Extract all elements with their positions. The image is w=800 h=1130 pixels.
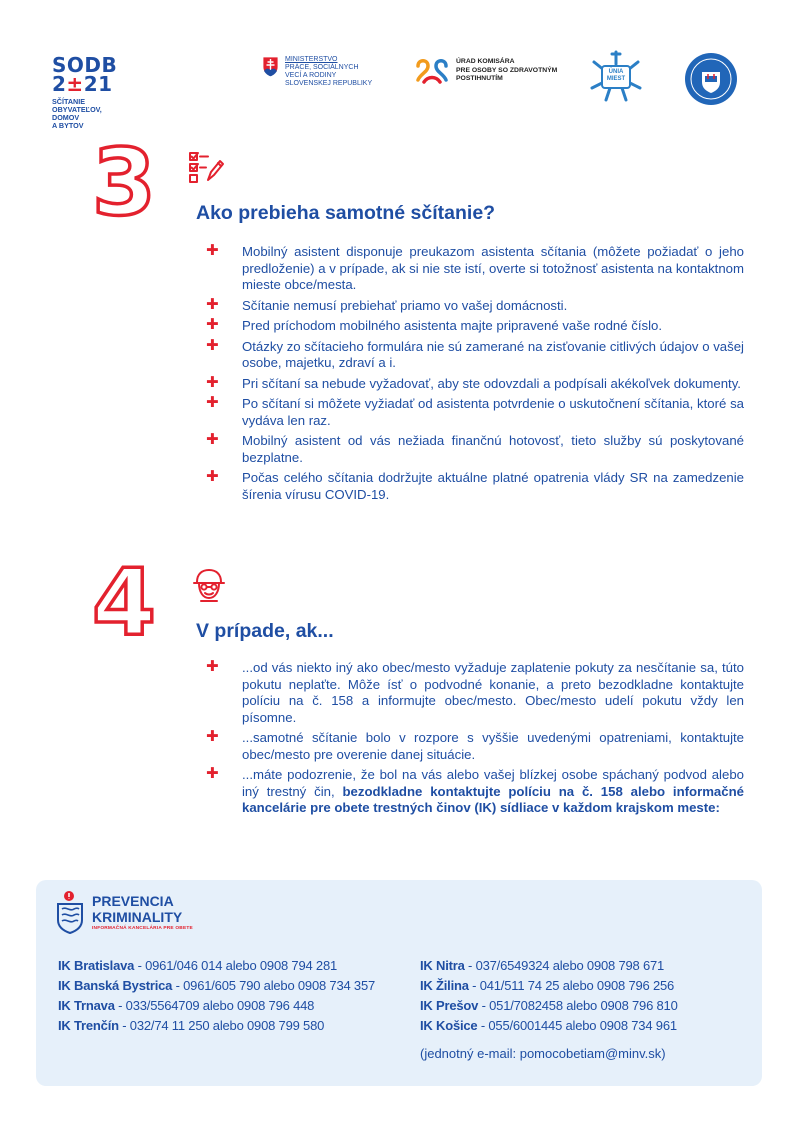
ministry-line: SLOVENSKEJ REPUBLIKY (285, 80, 373, 87)
contact-row (58, 1016, 375, 1036)
uzol-icon (414, 56, 450, 86)
bullet-plus-icon: ✚ (206, 658, 219, 675)
contact-phones: - 041/511 74 25 alebo 0908 796 256 (468, 978, 675, 993)
list-item (204, 318, 744, 335)
contact-phones: - 0961/046 014 alebo 0908 794 281 (134, 958, 338, 973)
prevencia-title-1: PREVENCIA (92, 893, 174, 909)
bullet-plus-icon: ✚ (206, 336, 219, 354)
contact-row (420, 996, 678, 1016)
section-3-number-text: 3 (92, 140, 157, 220)
contact-name: IK Bratislava (58, 958, 135, 973)
section-3-list (204, 244, 744, 507)
sodb-year-b: 21 (83, 72, 113, 96)
section-4-number-text: 4 (92, 560, 157, 640)
contact-name: IK Trenčín (58, 1018, 119, 1033)
ministry-line: VECÍ A RODINY (285, 72, 337, 79)
contact-row (420, 1016, 678, 1036)
list-item (204, 730, 744, 763)
sodb-year-a: 2 (52, 72, 67, 96)
sodb-year-pm: ± (66, 72, 84, 96)
unia-miest-logo (586, 48, 646, 104)
list-item-text: ...od vás niekto iný ako obec/mesto vyžaduje zaplatenie pokuty za nesčítanie sa, túto pokutu neplaťte. Môže ísť o podvodné konanie, a preto bezodkladne kontaktujte políciu na č. 158 a informujte obec/mesto. Obec/mesto udelí pokutu vždy len písomne. (242, 660, 744, 725)
checklist-pencil-icon (188, 150, 226, 184)
list-item-text: Po sčítaní si môžete vyžiadať od asistenta potvrdenie o uskutočnení sčítania, ktoré sa vydáva len raz. (242, 396, 744, 428)
list-item (204, 767, 744, 817)
list-item-text: Pri sčítaní sa nebude vyžadovať, aby ste odovzdali a podpísali akékoľvek dokumenty. (242, 375, 741, 391)
sodb-logo-subtitle (52, 98, 122, 130)
list-item-text: Otázky zo sčítacieho formulára nie sú zamerané na zisťovanie citlivých údajov o vašej osobe, majetku, zdraví a i. (242, 338, 744, 370)
list-item (204, 244, 744, 294)
bullet-plus-icon: ✚ (206, 728, 219, 745)
contact-row (420, 956, 678, 976)
city-seal-logo (684, 52, 738, 106)
prevencia-title-2: KRIMINALITY (92, 909, 183, 925)
list-item-text: Mobilný asistent od vás nežiada finančnú hotovosť, tieto služby sú poskytované bezplatne. (242, 433, 744, 465)
bullet-plus-icon: ✚ (206, 394, 219, 411)
unia-line: ÚNIA (608, 69, 624, 75)
city-seal-icon (684, 52, 738, 106)
contact-email: (jednotný e-mail: pomocobetiam@minv.sk) (420, 1046, 666, 1061)
prevencia-subtitle: INFORMAČNÁ KANCELÁRIA PRE OBETE (92, 926, 193, 931)
list-item-text: Sčítanie nemusí prebiehať priamo vo vašej domácnosti. (242, 297, 568, 313)
section-4-number (92, 560, 162, 640)
list-item-bold-text: bezodkladne kontaktujte políciu na č. 158 alebo informačné kancelárie pre obete trestných činov (IK) sídliace v každom krajskom meste: (242, 783, 744, 815)
contacts-left-column (58, 956, 375, 1036)
contact-phones: - 055/6001445 alebo 0908 734 961 (477, 1018, 677, 1033)
list-item (204, 660, 744, 726)
list-item-text: Mobilný asistent disponuje preukazom asistenta sčítania (môžete požiadať o jeho predloženie) a v prípade, ak si nie ste istí, overte si totožnosť asistenta na kontaktnom mieste obce/mesta. (242, 244, 744, 292)
sodb-sub-line: OBYVATEĽOV, (52, 105, 102, 114)
section-3-heading: Ako prebieha samotné sčítanie? (196, 202, 496, 224)
prevencia-logo-text (92, 893, 193, 931)
sodb-logo (52, 53, 122, 130)
unia-line: MIEST (606, 76, 626, 82)
contacts-right-column (420, 956, 678, 1036)
list-item (204, 336, 744, 372)
bullet-plus-icon: ✚ (206, 373, 219, 391)
contact-phones: - 037/6549324 alebo 0908 798 671 (464, 958, 665, 973)
section-4-heading: V prípade, ak... (196, 620, 334, 642)
list-item (204, 433, 744, 466)
bullet-plus-icon: ✚ (206, 242, 219, 259)
prevencia-kriminality-logo (56, 890, 193, 934)
urad-line: POSTIHNUTÍM (456, 75, 503, 83)
contact-row (58, 956, 375, 976)
hooded-figure-icon (190, 568, 228, 604)
contact-row (58, 996, 375, 1016)
contact-name: IK Trnava (58, 998, 115, 1013)
unia-miest-text (603, 69, 629, 83)
slovak-crest-icon (262, 56, 279, 77)
contact-row (420, 976, 678, 996)
sodb-logo-text: SODB (52, 53, 118, 77)
ministry-logo (262, 56, 402, 88)
victim-office-panel (36, 880, 762, 1086)
list-item (204, 373, 744, 393)
list-item (204, 470, 744, 503)
ministry-line: PRÁCE, SOCIÁLNYCH (285, 64, 359, 71)
contact-phones: - 033/5564709 alebo 0908 796 448 (114, 998, 315, 1013)
contact-name: IK Banská Bystrica (58, 978, 173, 993)
ministry-name (285, 56, 372, 88)
contact-phones: - 0961/605 790 alebo 0908 734 357 (172, 978, 376, 993)
contact-name: IK Žilina (420, 978, 469, 993)
list-item-text: ...máte podozrenie, že bol na vás alebo vašej blízkej osobe spáchaný podvod alebo iný trestný čin, (242, 767, 744, 799)
contact-row (58, 976, 375, 996)
list-item-text: ...samotné sčítanie bolo v rozpore s vyššie uvedenými opatreniami, kontaktujte obec/mesto pre overenie danej situácie. (242, 730, 744, 762)
list-item (204, 295, 744, 315)
urad-komisara-logo (414, 56, 574, 86)
urad-line: PRE OSOBY SO ZDRAVOTNÝM (456, 66, 558, 74)
list-item-text: Pred príchodom mobilného asistenta majte pripravené vaše rodné číslo. (242, 318, 663, 333)
contact-name: IK Nitra (420, 958, 465, 973)
sodb-sub-line: A BYTOV (52, 121, 84, 130)
bullet-plus-icon: ✚ (206, 431, 219, 448)
urad-line: ÚRAD KOMISÁRA (456, 58, 515, 66)
section-3-number (92, 140, 162, 220)
ministry-line: MINISTERSTVO (285, 56, 338, 63)
contact-name: IK Košice (420, 1018, 478, 1033)
bullet-plus-icon: ✚ (206, 295, 219, 313)
section-4-list (204, 660, 744, 821)
prevencia-logo-icon (56, 890, 86, 934)
sodb-sub-line: DOMOV (52, 113, 80, 122)
bullet-plus-icon: ✚ (206, 316, 219, 333)
contact-phones: - 032/74 11 250 alebo 0908 799 580 (118, 1018, 325, 1033)
urad-name (456, 58, 557, 84)
list-item (204, 396, 744, 429)
contact-name: IK Prešov (420, 998, 479, 1013)
bullet-plus-icon: ✚ (206, 468, 219, 485)
sodb-logo-year (52, 72, 122, 96)
bullet-plus-icon: ✚ (206, 765, 219, 782)
sodb-sub-line: SČÍTANIE (52, 97, 86, 106)
list-item-text: Počas celého sčítania dodržujte aktuálne platné opatrenia vlády SR na zamedzenie šírenia vírusu COVID-19. (242, 470, 744, 502)
contact-phones: - 051/7082458 alebo 0908 796 810 (478, 998, 678, 1013)
